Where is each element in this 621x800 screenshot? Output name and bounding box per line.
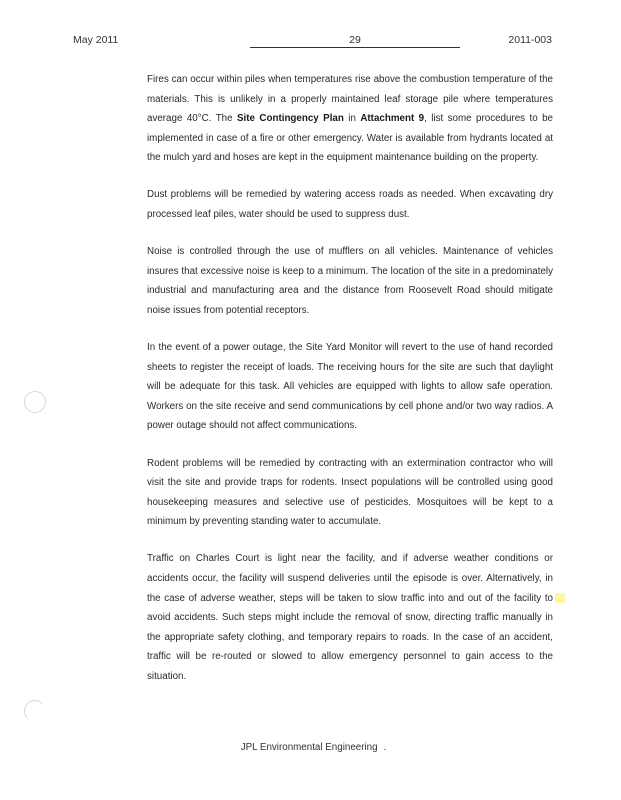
- paragraph-noise: Noise is controlled through the use of mufflers on all vehicles. Maintenance of vehicles insures that excessive noise is keep to a minimum. The location of the site in a predominately industrial and manufacturing area and the distance from Roosevelt Road should mitigate noise issues from potential receptors.: [147, 246, 553, 316]
- paragraph-fire: [147, 70, 553, 168]
- page-header: [0, 34, 621, 50]
- paragraph-traffic: Traffic on Charles Court is light near the facility, and if adverse weather conditions or accidents occur, the facility will suspend deliveries until the episode is over. Alternatively, in the case of adverse weather, steps will be taken to slow traffic into and out of the facility to avoid accidents. Such steps might include the removal of snow, directing traffic manually in the appropriate safety clothing, and temporary repairs to roads. In the case of an accident, traffic will be re-routed or slowed to allow emergency personnel to gain access to the situation.: [147, 553, 553, 682]
- punch-hole-top: [24, 391, 46, 413]
- footer-mark: .: [383, 742, 387, 753]
- header-page-number: 29: [250, 34, 460, 48]
- paragraph-power-outage: In the event of a power outage, the Site Yard Monitor will revert to the use of hand recorded sheets to register the receipt of loads. The receiving hours for the site are such that daylight will be adequate for this task. All vehicles are equipped with lights to allow safe operation. Workers on the site receive and send communications by cell phone and/or two way radios. A power outage should not affect communications.: [147, 342, 553, 432]
- attachment-9-reference: Attachment 9: [360, 113, 425, 125]
- header-date: May 2011: [73, 34, 119, 46]
- highlighter-mark: [555, 593, 565, 603]
- document-body: [147, 70, 553, 704]
- paragraph-fire-text-2: in: [343, 113, 361, 125]
- footer-company: JPL Environmental Engineering: [240, 742, 378, 753]
- header-document-number: 2011-003: [508, 34, 552, 46]
- paragraph-fire-text-3: , list some procedures to be implemented in case of a fire or other emergency. Water is available from hydrants located at the mulch yard and hoses are kept in the equipment maintenance building on the property.: [147, 113, 553, 164]
- page-footer: [0, 742, 621, 753]
- site-contingency-plan-reference: Site Contingency Plan: [237, 113, 344, 125]
- punch-hole-bottom: [24, 700, 46, 722]
- paragraph-dust: Dust problems will be remedied by watering access roads as needed. When excavating dry processed leaf piles, water should be used to suppress dust.: [147, 189, 553, 221]
- paragraph-rodents: Rodent problems will be remedied by contracting with an extermination contractor who will visit the site and provide traps for rodents. Insect populations will be controlled using good housekeeping measures and selective use of pesticides. Mosquitoes will be kept to a minimum by preventing standing water to accumulate.: [147, 457, 553, 528]
- paragraph-fire-text-1: Fires can occur within piles when temperatures rise above the combustion temperature of the materials. This is unlikely in a properly maintained leaf storage pile where temperatures average 40°C. The: [147, 74, 553, 125]
